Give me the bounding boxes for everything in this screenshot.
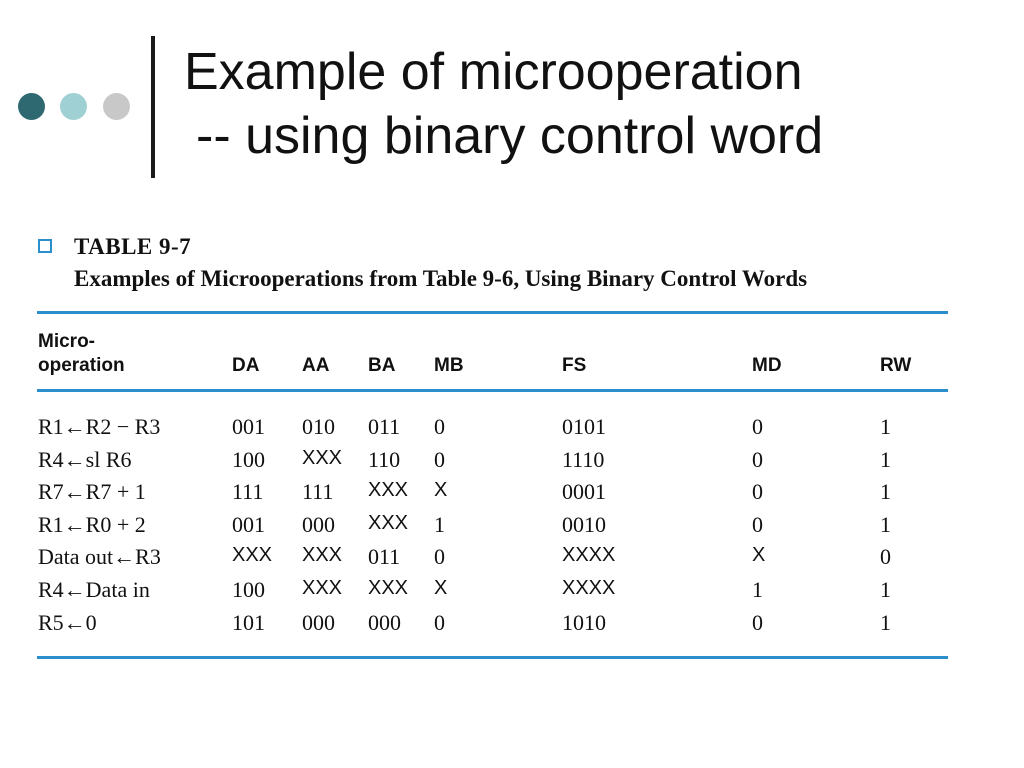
table-cell: 0 <box>752 609 763 635</box>
table-cell: 111 <box>302 479 334 505</box>
table-cell: 000 <box>368 609 401 635</box>
table-cell: 0010 <box>562 511 606 537</box>
table-cell: 0 <box>752 446 763 472</box>
table-cell: XXX <box>302 577 343 599</box>
table-cell: 100 <box>232 577 265 602</box>
table-row <box>0 577 1024 609</box>
table-cell: 1 <box>880 479 891 505</box>
title-divider-bar <box>151 36 155 178</box>
table-cell: 101 <box>232 609 265 635</box>
table-cell: 1 <box>880 609 891 635</box>
table-cell: 1 <box>752 577 763 602</box>
dot-dark <box>18 93 45 120</box>
square-bullet-icon <box>38 239 52 253</box>
table-cell: 001 <box>232 511 265 537</box>
column-header: RW <box>880 355 912 376</box>
table-cell: 011 <box>368 414 401 439</box>
table-cell: 011 <box>368 544 401 570</box>
table-row <box>0 544 1024 576</box>
table-row <box>0 414 1024 446</box>
table-cell: 0 <box>434 609 445 635</box>
table-cell: 001 <box>232 414 265 439</box>
table-cell: XXX <box>302 544 343 567</box>
table-cell: X <box>434 577 448 599</box>
table-cell: Data out←R3 <box>38 544 161 570</box>
table-cell: 1 <box>880 414 891 439</box>
table-cell: 1 <box>880 446 891 472</box>
table-label: TABLE 9-7 <box>74 234 192 259</box>
table-cell: X <box>752 544 766 567</box>
table-cell: XXX <box>302 446 343 469</box>
table-cell: 0101 <box>562 414 606 439</box>
table-cell: 0 <box>880 544 891 570</box>
table-cell: 110 <box>368 446 401 472</box>
table-cell: R1←R0 + 2 <box>38 511 146 537</box>
table-cell: R5←0 <box>38 609 97 635</box>
column-header: DA <box>232 355 260 376</box>
slide-title <box>184 40 1004 168</box>
table-cell: XXX <box>368 479 409 502</box>
table-cell: 1 <box>880 511 891 537</box>
table-cell: XXXX <box>562 577 616 599</box>
table-cell: 000 <box>302 609 335 635</box>
table-cell: 1110 <box>562 446 605 472</box>
column-header: MD <box>752 355 782 376</box>
column-header: AA <box>302 355 330 376</box>
table-cell: 111 <box>232 479 264 505</box>
table-cell: XXXX <box>562 544 616 567</box>
table-cell: 0 <box>434 446 445 472</box>
column-header: Micro- operation <box>38 331 125 376</box>
table-top-rule <box>37 311 948 314</box>
table-bottom-rule <box>37 656 948 659</box>
title-line-1: Example of microoperation <box>184 43 803 101</box>
column-header: BA <box>368 355 396 376</box>
table-cell: 0 <box>752 479 763 505</box>
table-cell: 1 <box>434 511 445 537</box>
table-cell: 000 <box>302 511 335 537</box>
dot-gray <box>103 93 130 120</box>
table-cell: 1010 <box>562 609 606 635</box>
table-cell: XXX <box>368 511 409 534</box>
table-cell: 0 <box>752 414 763 439</box>
table-header-rule <box>37 389 948 392</box>
title-line-2: -- using binary control word <box>196 107 824 165</box>
table-cell: R1←R2 − R3 <box>38 414 161 439</box>
table-row <box>0 479 1024 511</box>
table-cell: R4←sl R6 <box>38 446 132 472</box>
table-cell: 0 <box>434 414 445 439</box>
table-cell: 0 <box>752 511 763 537</box>
table-row <box>0 447 1024 479</box>
table-caption-text: Examples of Microoperations from Table 9-6, Using Binary Control Words <box>74 266 808 291</box>
table-cell: 1 <box>880 577 891 602</box>
decorative-dots <box>18 93 138 121</box>
table-row <box>0 610 1024 642</box>
table-cell: X <box>434 479 448 502</box>
column-header: FS <box>562 355 587 376</box>
dot-light-teal <box>60 93 87 120</box>
table-cell: R7←R7 + 1 <box>38 479 146 505</box>
table-cell: R4←Data in <box>38 577 150 602</box>
table-cell: 0 <box>434 544 445 570</box>
table-cell: 100 <box>232 446 265 472</box>
table-cell: XXX <box>368 577 409 599</box>
table-row <box>0 512 1024 544</box>
table-cell: 0001 <box>562 479 606 505</box>
table-cell: 010 <box>302 414 335 439</box>
column-header: MB <box>434 355 464 376</box>
table-cell: XXX <box>232 544 273 567</box>
